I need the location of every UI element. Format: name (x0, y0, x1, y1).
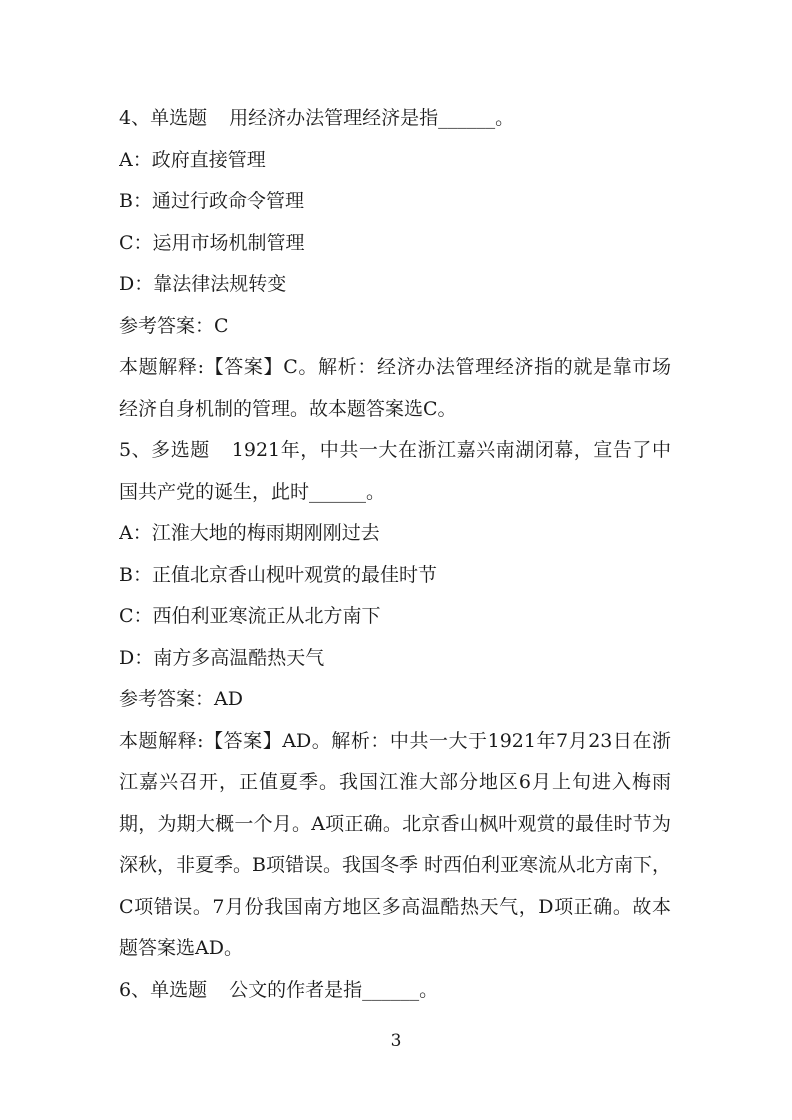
option-a: A：江淮大地的梅雨期刚刚过去 (119, 522, 380, 544)
question-5-header (119, 430, 671, 513)
question-4-header (119, 98, 671, 140)
question-stem: 公文的作者是指______。 (229, 978, 439, 1001)
option-a: A：政府直接管理 (119, 148, 266, 171)
page-number: 3 (390, 1031, 402, 1051)
option-b: B：通过行政命令管理 (119, 190, 304, 212)
option-c: C：西伯利亚寒流正从北方南下 (119, 605, 381, 627)
question-number: 4、 (119, 107, 151, 129)
option-d: D：靠法律法规转变 (119, 273, 287, 295)
question-number: 6、 (119, 978, 151, 1001)
question-6-header (119, 970, 671, 1012)
option-d: D：南方多高温酷热天气 (119, 646, 325, 669)
reference-answer: 参考答案：C (119, 314, 229, 337)
question-number: 5、 (119, 439, 152, 461)
option-c: C：运用市场机制管理 (119, 231, 305, 254)
question-type: 单选题 (150, 978, 208, 1001)
explanation: 本题解释:【答案】AD。解析：中共一大于1921年7月23日在浙江嘉兴召开，正值夏季。我国江淮大部分地区6月上旬进入梅雨期，为期大概一个月。A项正确。北京香山枫叶观赏的最佳时节为深秋，非夏季。B项错误。我国冬季 时西伯利亚寒流从北方南下，C项错误。7月份我国南方地区多高温酷热天气，D项正确。故本题答案选AD。 (119, 729, 671, 959)
option-b: B：正值北京香山枧叶观赏的最佳时节 (119, 563, 437, 586)
question-type: 多选题 (151, 439, 210, 461)
reference-answer: 参考答案：AD (119, 688, 243, 710)
explanation: 本题解释:【答案】C。解析：经济办法管理经济指的就是靠市场经济自身机制的管理。故本题答案选C。 (119, 356, 671, 420)
question-list (119, 98, 671, 1011)
question-stem: 用经济办法管理经济是指______。 (229, 107, 515, 129)
question-type: 单选题 (150, 107, 208, 129)
question-stem: 1921年，中共一大在浙江嘉兴南湖闭幕，宣告了中国共产党的诞生，此时______。 (119, 439, 671, 503)
